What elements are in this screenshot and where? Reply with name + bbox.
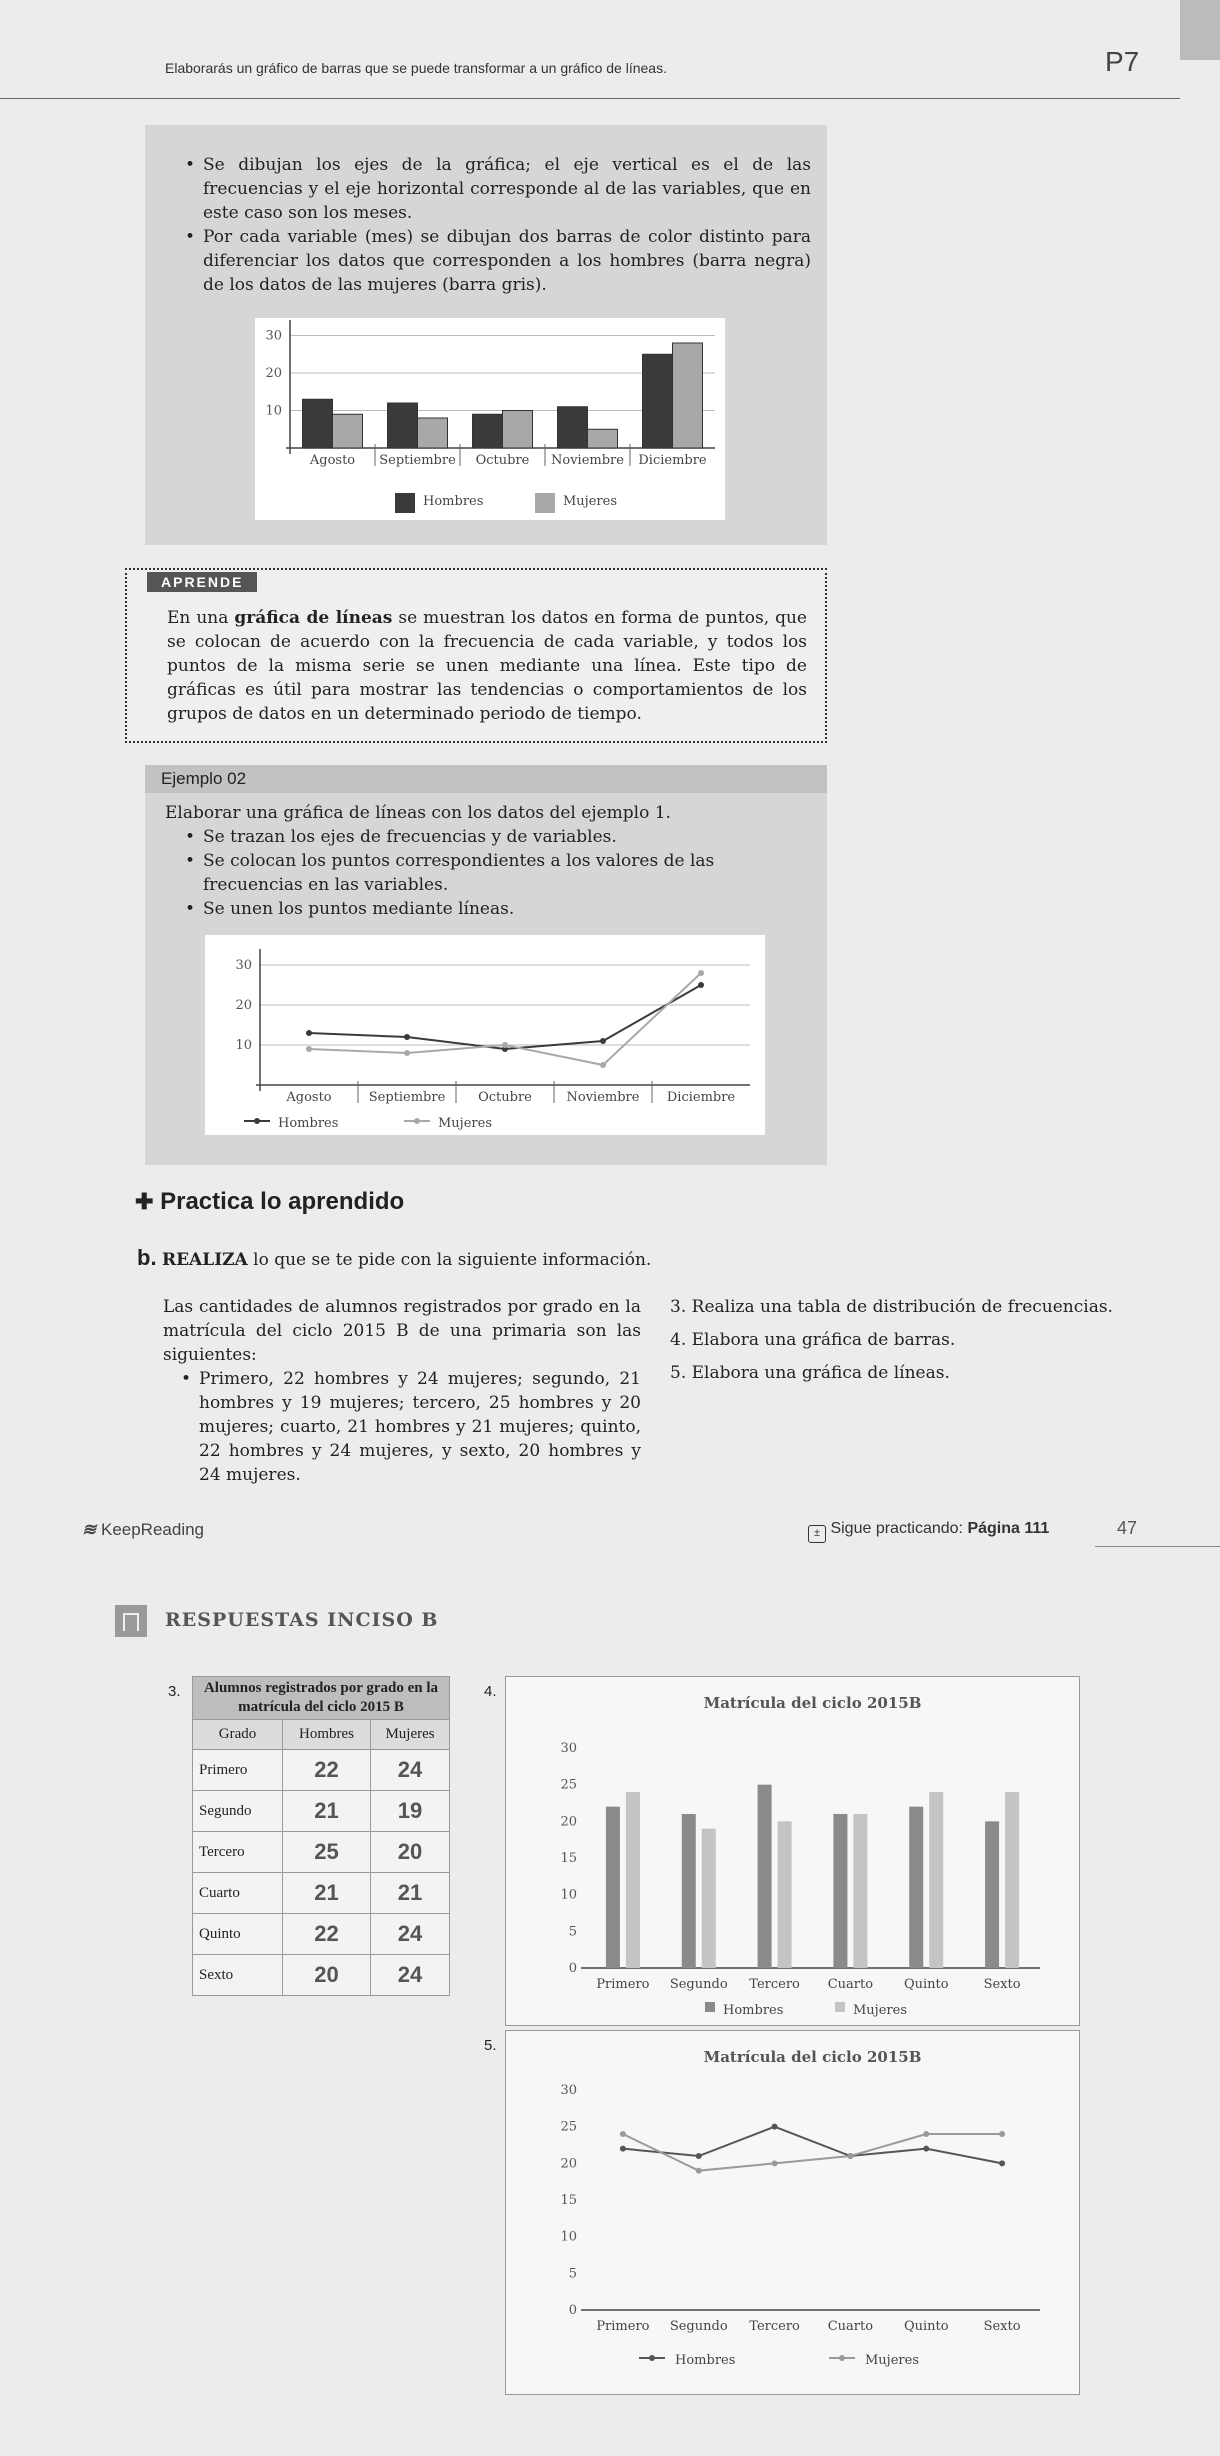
y-tick-label: 30 xyxy=(560,2083,577,2098)
practica-paragraph: Las cantidades de alumnos registrados por grado en la matrícula del ciclo 2015 B de una primaria son las siguientes: xyxy=(163,1297,641,1365)
legend-swatch-hombres xyxy=(395,493,415,513)
point-mujeres xyxy=(404,1050,410,1056)
table-row: Cuarto 21 21 xyxy=(193,1873,450,1914)
practica-bullet: • Primero, 22 hombres y 24 mujeres; segundo, 21 hombres y 19 mujeres; tercero, 25 hombres y 20 mujeres; cuarto, 21 hombres y 21 mujeres; quinto, 22 hombres y 24 mujeres, y sexto, 20 hombres y 24 mujeres. xyxy=(177,1367,641,1487)
y-tick-label: 20 xyxy=(560,1814,577,1830)
legend-label-mujeres: Mujeres xyxy=(853,2003,907,2018)
bar-mujeres xyxy=(702,1829,716,1968)
chart-title: Matrícula del ciclo 2015B xyxy=(703,1694,922,1712)
bar-hombres xyxy=(758,1785,772,1968)
x-tick-label: Sexto xyxy=(983,2319,1021,2334)
step-axes: • Se dibujan los ejes de la gráfica; el eje vertical es el de las frecuencias y el eje horizontal corresponde al de las variables, que en este caso son los meses. xyxy=(181,153,811,225)
y-tick-label: 20 xyxy=(235,998,252,1013)
point-mujeres xyxy=(502,1042,508,1048)
bar-mujeres xyxy=(333,414,363,448)
practica-title: ✚ Practica lo aprendido xyxy=(135,1188,405,1215)
legend-swatch-mujeres xyxy=(535,493,555,513)
table-row: Tercero 25 20 xyxy=(193,1832,450,1873)
point-hombres xyxy=(772,2124,778,2130)
header-rule xyxy=(0,98,1180,99)
bar-mujeres xyxy=(503,411,533,449)
bar-hombres xyxy=(303,399,333,448)
point-mujeres xyxy=(696,2168,702,2174)
x-tick-label: Quinto xyxy=(903,1977,949,1992)
table-row: Primero 22 24 xyxy=(193,1750,450,1791)
x-tick-label: Noviembre xyxy=(551,453,624,468)
y-tick-label: 10 xyxy=(560,2229,577,2245)
y-tick-label: 20 xyxy=(560,2156,577,2172)
bar-mujeres xyxy=(626,1792,640,1968)
x-tick-label: Segundo xyxy=(669,1977,728,1992)
bar-hombres xyxy=(606,1807,620,1968)
point-mujeres xyxy=(923,2131,929,2137)
y-tick-label: 30 xyxy=(560,1741,577,1756)
y-tick-label: 10 xyxy=(265,403,282,419)
point-mujeres xyxy=(698,970,704,976)
legend-label-hombres: Hombres xyxy=(675,2353,736,2368)
ejemplo-bullet: • Se unen los puntos mediante líneas. xyxy=(181,897,811,921)
table-header: Hombres xyxy=(283,1720,371,1750)
practica-tasks xyxy=(670,1295,1120,1385)
bar-mujeres xyxy=(929,1792,943,1968)
legend-swatch-hombres xyxy=(705,2002,715,2012)
y-tick-label: 10 xyxy=(235,1038,252,1053)
task-item: 5. Elabora una gráfica de líneas. xyxy=(670,1363,950,1383)
legend-label-hombres: Hombres xyxy=(723,2003,784,2018)
x-tick-label: Cuarto xyxy=(827,1977,874,1992)
respuestas-title: RESPUESTAS INCISO B xyxy=(165,1609,439,1631)
answer-bar-chart xyxy=(505,1676,1080,2026)
point-hombres xyxy=(600,1038,606,1044)
table-title: Alumnos registrados por grado en la matrícula del ciclo 2015 B xyxy=(193,1677,450,1720)
x-tick-label: Noviembre xyxy=(566,1090,640,1105)
x-tick-label: Diciembre xyxy=(638,453,707,468)
point-mujeres xyxy=(306,1046,312,1052)
table-row: Sexto 20 24 xyxy=(193,1955,450,1996)
x-tick-label: Octubre xyxy=(475,453,530,468)
point-mujeres xyxy=(999,2131,1005,2137)
y-tick-label: 10 xyxy=(560,1887,577,1903)
point-hombres xyxy=(923,2146,929,2152)
y-tick-label: 20 xyxy=(265,366,282,381)
footer-rule xyxy=(1095,1546,1220,1547)
example-line-chart xyxy=(205,935,765,1135)
table-row: Segundo 21 19 xyxy=(193,1791,450,1832)
page-tab-marker xyxy=(1180,0,1220,60)
table-row: Quinto 22 24 xyxy=(193,1914,450,1955)
chart-title: Matrícula del ciclo 2015B xyxy=(703,2048,922,2066)
bar-hombres xyxy=(909,1807,923,1968)
x-tick-label: Segundo xyxy=(669,2319,728,2334)
bar-hombres xyxy=(473,414,503,448)
y-tick-label: 0 xyxy=(568,1961,577,1976)
bar-hombres xyxy=(558,407,588,448)
y-tick-label: 0 xyxy=(568,2303,577,2318)
x-tick-label: Septiembre xyxy=(379,453,456,468)
bar-hombres xyxy=(388,403,418,448)
y-tick-label: 5 xyxy=(568,2266,577,2282)
x-tick-label: Cuarto xyxy=(827,2319,874,2334)
x-tick-label: Septiembre xyxy=(368,1090,446,1105)
table-header: Mujeres xyxy=(371,1720,450,1750)
bar-hombres xyxy=(682,1814,696,1968)
table-header: Grado xyxy=(193,1720,283,1750)
point-mujeres xyxy=(847,2153,853,2159)
point-hombres xyxy=(404,1034,410,1040)
y-tick-label: 5 xyxy=(568,1924,577,1940)
ejemplo-intro: Elaborar una gráfica de líneas con los datos del ejemplo 1. xyxy=(165,803,671,823)
point-hombres xyxy=(620,2146,626,2152)
footer-brand: ≋ KeepReading xyxy=(82,1520,205,1539)
bar-hombres xyxy=(643,354,673,448)
legend-marker-mujeres xyxy=(414,1118,420,1124)
bar-hombres xyxy=(985,1821,999,1968)
x-tick-label: Agosto xyxy=(286,1090,332,1105)
y-tick-label: 25 xyxy=(560,1777,577,1793)
footer-sigue: ± Sigue practicando: Página 111 xyxy=(808,1520,1049,1543)
y-tick-label: 30 xyxy=(265,328,282,344)
calculator-icon: ± xyxy=(808,1525,826,1543)
point-mujeres xyxy=(772,2160,778,2166)
bar-mujeres xyxy=(778,1821,792,1968)
x-tick-label: Sexto xyxy=(983,1977,1021,1992)
page-tag: P7 xyxy=(1105,46,1140,77)
x-tick-label: Octubre xyxy=(478,1090,532,1105)
aprende-label: APRENDE xyxy=(147,572,257,592)
aprende-text: En una gráfica de líneas se muestran los datos en forma de puntos, que se colocan de acuerdo con la frecuencia de cada variable, y todos los puntos de la misma serie se unen mediante una línea. Este tipo de gráficas es útil para mostrar las tendencias o comportamientos de los grupos de datos en un determinado periodo de tiempo. xyxy=(167,608,807,724)
bar-mujeres xyxy=(588,429,618,448)
legend-swatch-mujeres xyxy=(835,2002,845,2012)
legend-marker-hombres xyxy=(254,1118,260,1124)
ejemplo-bullet: • Se colocan los puntos correspondientes a los valores de las frecuencias en las variables. xyxy=(181,849,811,897)
step-bars: • Por cada variable (mes) se dibujan dos barras de color distinto para diferenciar los datos que corresponden a los hombres (barra negra) de los datos de las mujeres (barra gris). xyxy=(181,225,811,297)
x-tick-label: Agosto xyxy=(309,453,356,468)
y-tick-label: 15 xyxy=(560,1851,577,1866)
ejemplo-bullet: • Se trazan los ejes de frecuencias y de variables. xyxy=(181,825,811,849)
point-hombres xyxy=(306,1030,312,1036)
answer-number-5: 5. xyxy=(484,2037,497,2054)
legend-marker-mujeres xyxy=(839,2355,845,2361)
bar-mujeres xyxy=(1005,1792,1019,1968)
page-number: 47 xyxy=(1117,1518,1138,1538)
answer-number-4: 4. xyxy=(484,1683,497,1700)
y-tick-label: 15 xyxy=(560,2193,577,2208)
point-hombres xyxy=(696,2153,702,2159)
bar-hombres xyxy=(833,1814,847,1968)
legend-label-hombres: Hombres xyxy=(278,1116,339,1131)
respuestas-icon xyxy=(115,1605,147,1637)
point-mujeres xyxy=(600,1062,606,1068)
legend-label-mujeres: Mujeres xyxy=(563,494,617,509)
bar-mujeres xyxy=(673,343,703,448)
answer-number-3: 3. xyxy=(168,1683,181,1700)
answer-line-chart xyxy=(505,2030,1080,2395)
ejemplo-label: Ejemplo 02 xyxy=(145,765,827,793)
example-bar-chart xyxy=(255,318,725,520)
x-tick-label: Primero xyxy=(596,1977,650,1992)
header-subtitle: Elaborarás un gráfico de barras que se puede transformar a un gráfico de líneas. xyxy=(165,60,667,76)
x-tick-label: Tercero xyxy=(749,2319,800,2334)
legend-label-mujeres: Mujeres xyxy=(438,1116,492,1131)
keepreading-logo-icon: ≋ xyxy=(82,1520,97,1539)
x-tick-label: Primero xyxy=(596,2319,650,2334)
puzzle-icon: ✚ xyxy=(135,1189,154,1214)
legend-marker-hombres xyxy=(649,2355,655,2361)
task-item: 4. Elabora una gráfica de barras. xyxy=(670,1330,956,1350)
point-hombres xyxy=(698,982,704,988)
x-tick-label: Tercero xyxy=(749,1977,800,1992)
x-tick-label: Quinto xyxy=(903,2319,949,2334)
y-tick-label: 25 xyxy=(560,2119,577,2135)
aprende-box xyxy=(125,568,827,743)
bar-mujeres xyxy=(418,418,448,448)
practica-body xyxy=(163,1295,641,1487)
frequency-table xyxy=(192,1676,450,1996)
bar-mujeres xyxy=(853,1814,867,1968)
x-tick-label: Diciembre xyxy=(666,1090,736,1105)
legend-label-hombres: Hombres xyxy=(423,494,484,509)
task-item: 3. Realiza una tabla de distribución de frecuencias. xyxy=(670,1297,1113,1317)
legend-label-mujeres: Mujeres xyxy=(865,2353,919,2368)
practica-instruction: b. REALIZA lo que se te pide con la siguiente información. xyxy=(137,1245,652,1270)
point-mujeres xyxy=(620,2131,626,2137)
point-hombres xyxy=(999,2160,1005,2166)
y-tick-label: 30 xyxy=(235,958,252,973)
